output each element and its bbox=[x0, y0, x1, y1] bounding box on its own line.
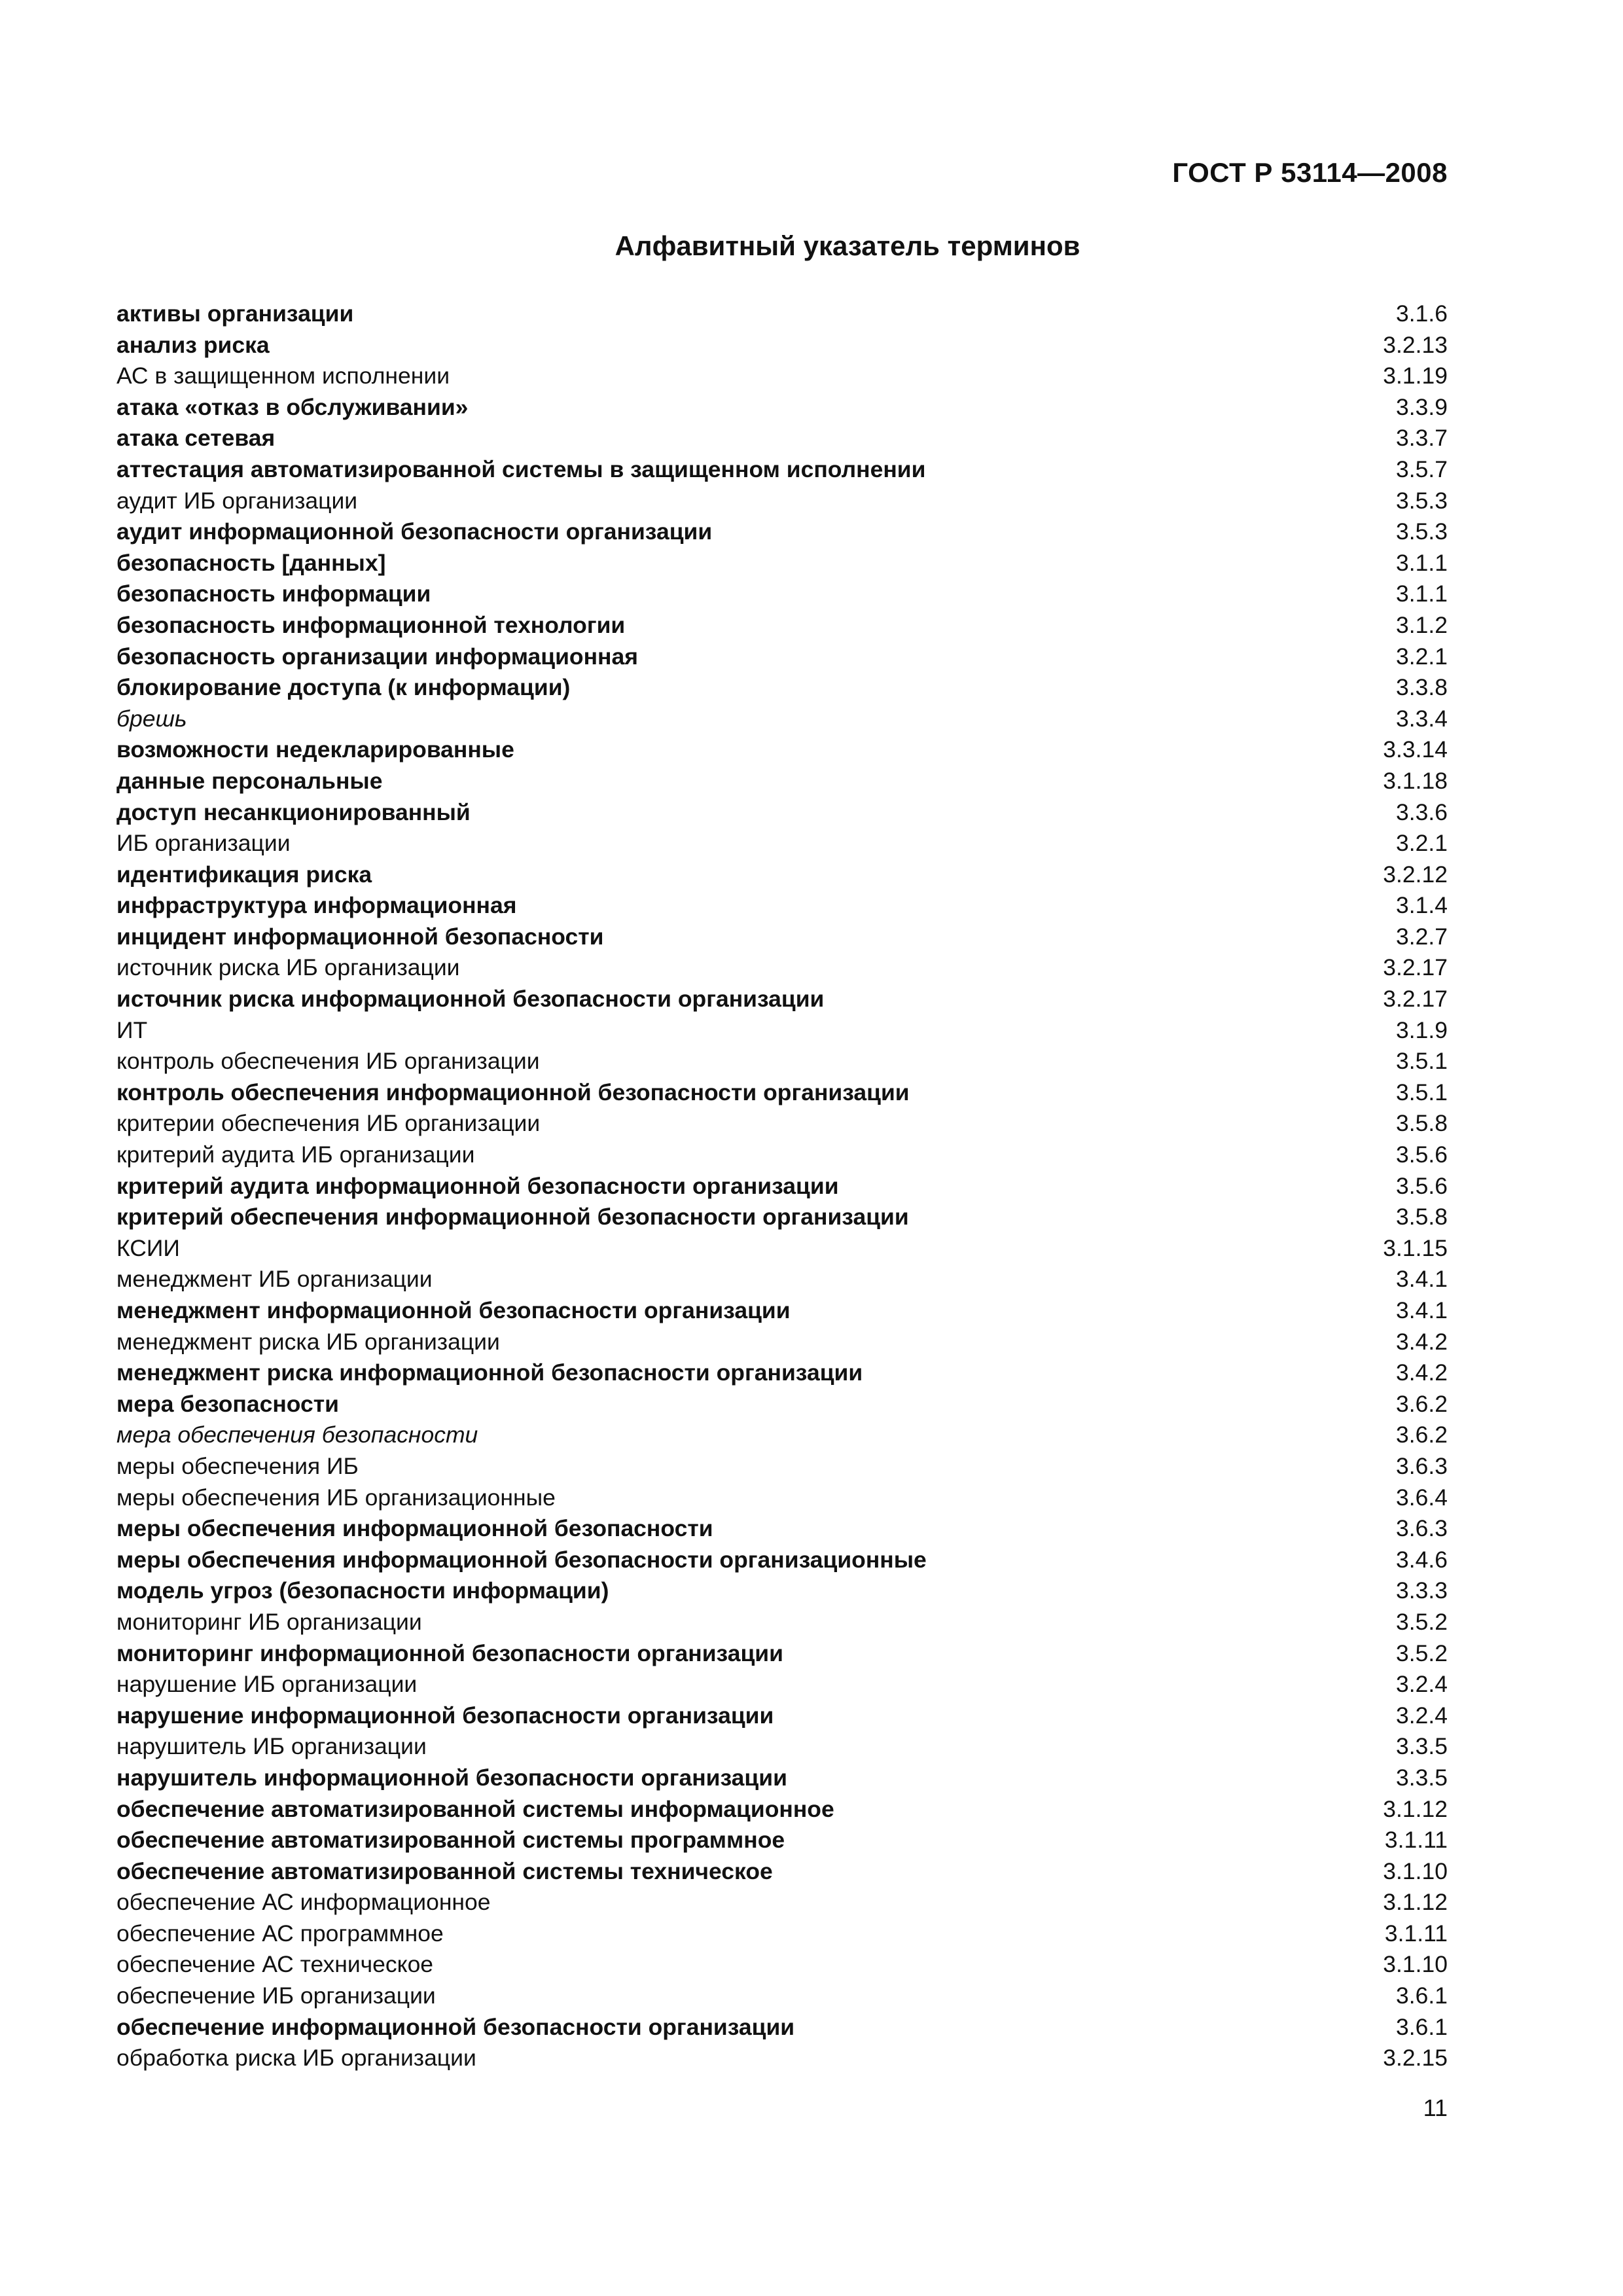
index-entry bbox=[116, 486, 1448, 517]
index-term: критерий аудита информационной безопасности организации bbox=[116, 1172, 839, 1199]
index-term: безопасность организации информационная bbox=[116, 643, 638, 670]
page-number: 11 bbox=[1423, 2094, 1448, 2121]
index-term: источник риска информационной безопасности организации bbox=[116, 986, 825, 1013]
index-reference: 3.5.1 bbox=[1396, 1079, 1448, 1105]
index-reference: 3.1.11 bbox=[1384, 1920, 1448, 1946]
index-entry bbox=[116, 361, 1448, 392]
index-term: обеспечение АС техническое bbox=[116, 1951, 434, 1978]
index-term: источник риска ИБ организации bbox=[116, 954, 460, 981]
index-reference: 3.3.4 bbox=[1396, 705, 1448, 732]
index-reference: 3.1.10 bbox=[1383, 1857, 1448, 1884]
index-term: идентификация риска bbox=[116, 861, 372, 888]
index-term: брешь bbox=[116, 705, 187, 732]
index-entry bbox=[116, 1545, 1448, 1576]
index-term: обеспечение автоматизированной системы программное bbox=[116, 1827, 785, 1854]
index-term: контроль обеспечения информационной безопасности организации bbox=[116, 1079, 910, 1105]
index-entry bbox=[116, 797, 1448, 829]
index-entry bbox=[116, 1077, 1448, 1109]
index-reference: 3.2.17 bbox=[1383, 954, 1448, 981]
index-term: активы организации bbox=[116, 300, 354, 327]
index-entry bbox=[116, 1202, 1448, 1233]
index-reference: 3.5.8 bbox=[1396, 1110, 1448, 1137]
index-reference: 3.5.6 bbox=[1396, 1172, 1448, 1199]
index-entry bbox=[116, 1046, 1448, 1077]
index-term: обеспечение АС информационное bbox=[116, 1889, 491, 1916]
index-entry bbox=[116, 672, 1448, 704]
index-reference: 3.5.7 bbox=[1396, 456, 1448, 482]
index-term: доступ несанкционированный bbox=[116, 798, 471, 825]
index-term: возможности недекларированные bbox=[116, 736, 514, 763]
index-reference: 3.4.2 bbox=[1396, 1359, 1448, 1386]
index-entry bbox=[116, 1327, 1448, 1358]
index-entry bbox=[116, 1513, 1448, 1545]
index-term: нарушение информационной безопасности организации bbox=[116, 1702, 774, 1729]
index-reference: 3.2.15 bbox=[1383, 2045, 1448, 2072]
index-reference: 3.1.9 bbox=[1396, 1016, 1448, 1043]
index-reference: 3.1.4 bbox=[1396, 892, 1448, 919]
index-entry bbox=[116, 1171, 1448, 1202]
index-entry bbox=[116, 516, 1448, 548]
index-reference: 3.4.2 bbox=[1396, 1328, 1448, 1355]
index-entry bbox=[116, 1887, 1448, 1918]
index-reference: 3.1.1 bbox=[1396, 549, 1448, 576]
index-entry bbox=[116, 1669, 1448, 1700]
index-term: нарушение ИБ организации bbox=[116, 1671, 418, 1698]
index-term: аудит информационной безопасности организации bbox=[116, 518, 713, 545]
index-term: нарушитель ИБ организации bbox=[116, 1733, 427, 1760]
index-entry bbox=[116, 1015, 1448, 1047]
index-reference: 3.5.6 bbox=[1396, 1141, 1448, 1168]
index-entry bbox=[116, 1233, 1448, 1265]
index-reference: 3.3.5 bbox=[1396, 1733, 1448, 1760]
index-reference: 3.2.1 bbox=[1396, 643, 1448, 670]
index-entry bbox=[116, 828, 1448, 859]
index-entry bbox=[116, 1108, 1448, 1139]
index-reference: 3.6.3 bbox=[1396, 1452, 1448, 1479]
index-reference: 3.2.1 bbox=[1396, 830, 1448, 857]
index-reference: 3.2.17 bbox=[1383, 986, 1448, 1013]
index-entry bbox=[116, 548, 1448, 579]
index-reference: 3.1.6 bbox=[1396, 300, 1448, 327]
index-term: меры обеспечения информационной безопасности bbox=[116, 1515, 713, 1542]
term-index-list bbox=[116, 298, 1448, 2074]
index-entry bbox=[116, 922, 1448, 953]
index-term: обеспечение информационной безопасности организации bbox=[116, 2013, 795, 2040]
index-entry bbox=[116, 298, 1448, 330]
index-reference: 3.5.1 bbox=[1396, 1048, 1448, 1075]
index-entry bbox=[116, 579, 1448, 610]
index-reference: 3.2.7 bbox=[1396, 923, 1448, 950]
index-entry bbox=[116, 1763, 1448, 1794]
index-entry bbox=[116, 1981, 1448, 2012]
index-term: критерии обеспечения ИБ организации bbox=[116, 1110, 541, 1137]
index-reference: 3.6.2 bbox=[1396, 1390, 1448, 1417]
index-term: мера безопасности bbox=[116, 1390, 339, 1417]
index-term: контроль обеспечения ИБ организации bbox=[116, 1048, 540, 1075]
index-entry bbox=[116, 610, 1448, 641]
index-entry bbox=[116, 1825, 1448, 1856]
index-reference: 3.5.3 bbox=[1396, 518, 1448, 545]
index-reference: 3.5.3 bbox=[1396, 487, 1448, 514]
index-entry bbox=[116, 1357, 1448, 1389]
index-term: модель угроз (безопасности информации) bbox=[116, 1577, 609, 1604]
index-entry bbox=[116, 1451, 1448, 1482]
index-term: АС в защищенном исполнении bbox=[116, 363, 450, 389]
index-entry bbox=[116, 1638, 1448, 1670]
index-reference: 3.1.10 bbox=[1383, 1951, 1448, 1978]
index-term: обеспечение автоматизированной системы техническое bbox=[116, 1857, 773, 1884]
index-reference: 3.6.1 bbox=[1396, 1982, 1448, 2009]
index-entry bbox=[116, 1607, 1448, 1638]
index-term: обеспечение автоматизированной системы информационное bbox=[116, 1795, 834, 1822]
index-term: меры обеспечения ИБ bbox=[116, 1452, 359, 1479]
index-term: менеджмент риска информационной безопасности организации bbox=[116, 1359, 863, 1386]
index-term: обеспечение АС программное bbox=[116, 1920, 444, 1946]
index-entry bbox=[116, 766, 1448, 797]
index-reference: 3.5.2 bbox=[1396, 1640, 1448, 1666]
index-reference: 3.3.7 bbox=[1396, 425, 1448, 452]
index-entry bbox=[116, 1794, 1448, 1825]
index-reference: 3.1.12 bbox=[1383, 1795, 1448, 1822]
index-reference: 3.3.14 bbox=[1383, 736, 1448, 763]
index-entry bbox=[116, 454, 1448, 486]
index-entry bbox=[116, 1482, 1448, 1514]
index-reference: 3.1.18 bbox=[1383, 767, 1448, 794]
index-reference: 3.3.9 bbox=[1396, 393, 1448, 420]
index-entry bbox=[116, 641, 1448, 673]
index-reference: 3.3.8 bbox=[1396, 674, 1448, 701]
index-term: ИБ организации bbox=[116, 830, 291, 857]
index-reference: 3.2.12 bbox=[1383, 861, 1448, 888]
index-term: обеспечение ИБ организации bbox=[116, 1982, 436, 2009]
index-reference: 3.5.8 bbox=[1396, 1204, 1448, 1230]
index-title: Алфавитный указатель терминов bbox=[615, 230, 1080, 261]
index-reference: 3.2.4 bbox=[1396, 1671, 1448, 1698]
index-term: мониторинг информационной безопасности организации bbox=[116, 1640, 783, 1666]
index-term: инцидент информационной безопасности bbox=[116, 923, 604, 950]
index-entry bbox=[116, 1264, 1448, 1295]
index-entry bbox=[116, 734, 1448, 766]
index-entry bbox=[116, 1295, 1448, 1327]
index-reference: 3.1.2 bbox=[1396, 611, 1448, 638]
index-reference: 3.1.19 bbox=[1383, 363, 1448, 389]
index-reference: 3.6.4 bbox=[1396, 1484, 1448, 1511]
index-entry bbox=[116, 1856, 1448, 1888]
index-reference: 3.4.1 bbox=[1396, 1297, 1448, 1323]
index-entry bbox=[116, 2012, 1448, 2043]
index-term: мера обеспечения безопасности bbox=[116, 1422, 478, 1448]
index-reference: 3.1.12 bbox=[1383, 1889, 1448, 1916]
index-term: безопасность информации bbox=[116, 581, 431, 607]
index-entry bbox=[116, 1918, 1448, 1950]
index-entry bbox=[116, 2043, 1448, 2074]
index-term: мониторинг ИБ организации bbox=[116, 1608, 422, 1635]
index-reference: 3.2.4 bbox=[1396, 1702, 1448, 1729]
index-reference: 3.6.1 bbox=[1396, 2013, 1448, 2040]
index-term: меры обеспечения информационной безопасности организационные bbox=[116, 1546, 927, 1573]
index-reference: 3.6.3 bbox=[1396, 1515, 1448, 1542]
index-term: аттестация автоматизированной системы в защищенном исполнении bbox=[116, 456, 926, 482]
index-term: меры обеспечения ИБ организационные bbox=[116, 1484, 556, 1511]
index-entry bbox=[116, 952, 1448, 984]
index-entry bbox=[116, 859, 1448, 891]
index-reference: 3.5.2 bbox=[1396, 1608, 1448, 1635]
index-reference: 3.4.6 bbox=[1396, 1546, 1448, 1573]
index-entry bbox=[116, 423, 1448, 454]
index-term: анализ риска bbox=[116, 331, 270, 358]
index-term: безопасность [данных] bbox=[116, 549, 386, 576]
index-term: менеджмент риска ИБ организации bbox=[116, 1328, 500, 1355]
index-entry bbox=[116, 1139, 1448, 1171]
index-term: аудит ИБ организации bbox=[116, 487, 358, 514]
index-term: критерий обеспечения информационной безопасности организации bbox=[116, 1204, 909, 1230]
index-entry bbox=[116, 392, 1448, 423]
index-entry bbox=[116, 1420, 1448, 1451]
document-code: ГОСТ Р 53114—2008 bbox=[1172, 157, 1448, 188]
index-entry bbox=[116, 1575, 1448, 1607]
index-reference: 3.3.6 bbox=[1396, 798, 1448, 825]
index-term: менеджмент ИБ организации bbox=[116, 1266, 433, 1293]
index-reference: 3.1.11 bbox=[1384, 1827, 1448, 1854]
index-reference: 3.1.1 bbox=[1396, 581, 1448, 607]
index-reference: 3.3.5 bbox=[1396, 1764, 1448, 1791]
index-entry bbox=[116, 1700, 1448, 1732]
index-term: данные персональные bbox=[116, 767, 383, 794]
index-entry bbox=[116, 704, 1448, 735]
index-term: блокирование доступа (к информации) bbox=[116, 674, 571, 701]
index-term: инфраструктура информационная bbox=[116, 892, 517, 919]
index-entry bbox=[116, 330, 1448, 361]
index-entry bbox=[116, 890, 1448, 922]
index-entry bbox=[116, 1731, 1448, 1763]
index-term: атака сетевая bbox=[116, 425, 276, 452]
index-reference: 3.3.3 bbox=[1396, 1577, 1448, 1604]
index-reference: 3.2.13 bbox=[1383, 331, 1448, 358]
index-term: ИТ bbox=[116, 1016, 148, 1043]
index-entry bbox=[116, 1389, 1448, 1420]
index-entry bbox=[116, 984, 1448, 1015]
index-entry bbox=[116, 1949, 1448, 1981]
index-term: критерий аудита ИБ организации bbox=[116, 1141, 475, 1168]
index-term: безопасность информационной технологии bbox=[116, 611, 626, 638]
index-reference: 3.4.1 bbox=[1396, 1266, 1448, 1293]
index-reference: 3.1.15 bbox=[1383, 1234, 1448, 1261]
index-term: обработка риска ИБ организации bbox=[116, 2045, 476, 2072]
index-term: нарушитель информационной безопасности организации bbox=[116, 1764, 787, 1791]
index-reference: 3.6.2 bbox=[1396, 1422, 1448, 1448]
index-term: атака «отказ в обслуживании» bbox=[116, 393, 469, 420]
index-term: КСИИ bbox=[116, 1234, 180, 1261]
index-term: менеджмент информационной безопасности организации bbox=[116, 1297, 791, 1323]
